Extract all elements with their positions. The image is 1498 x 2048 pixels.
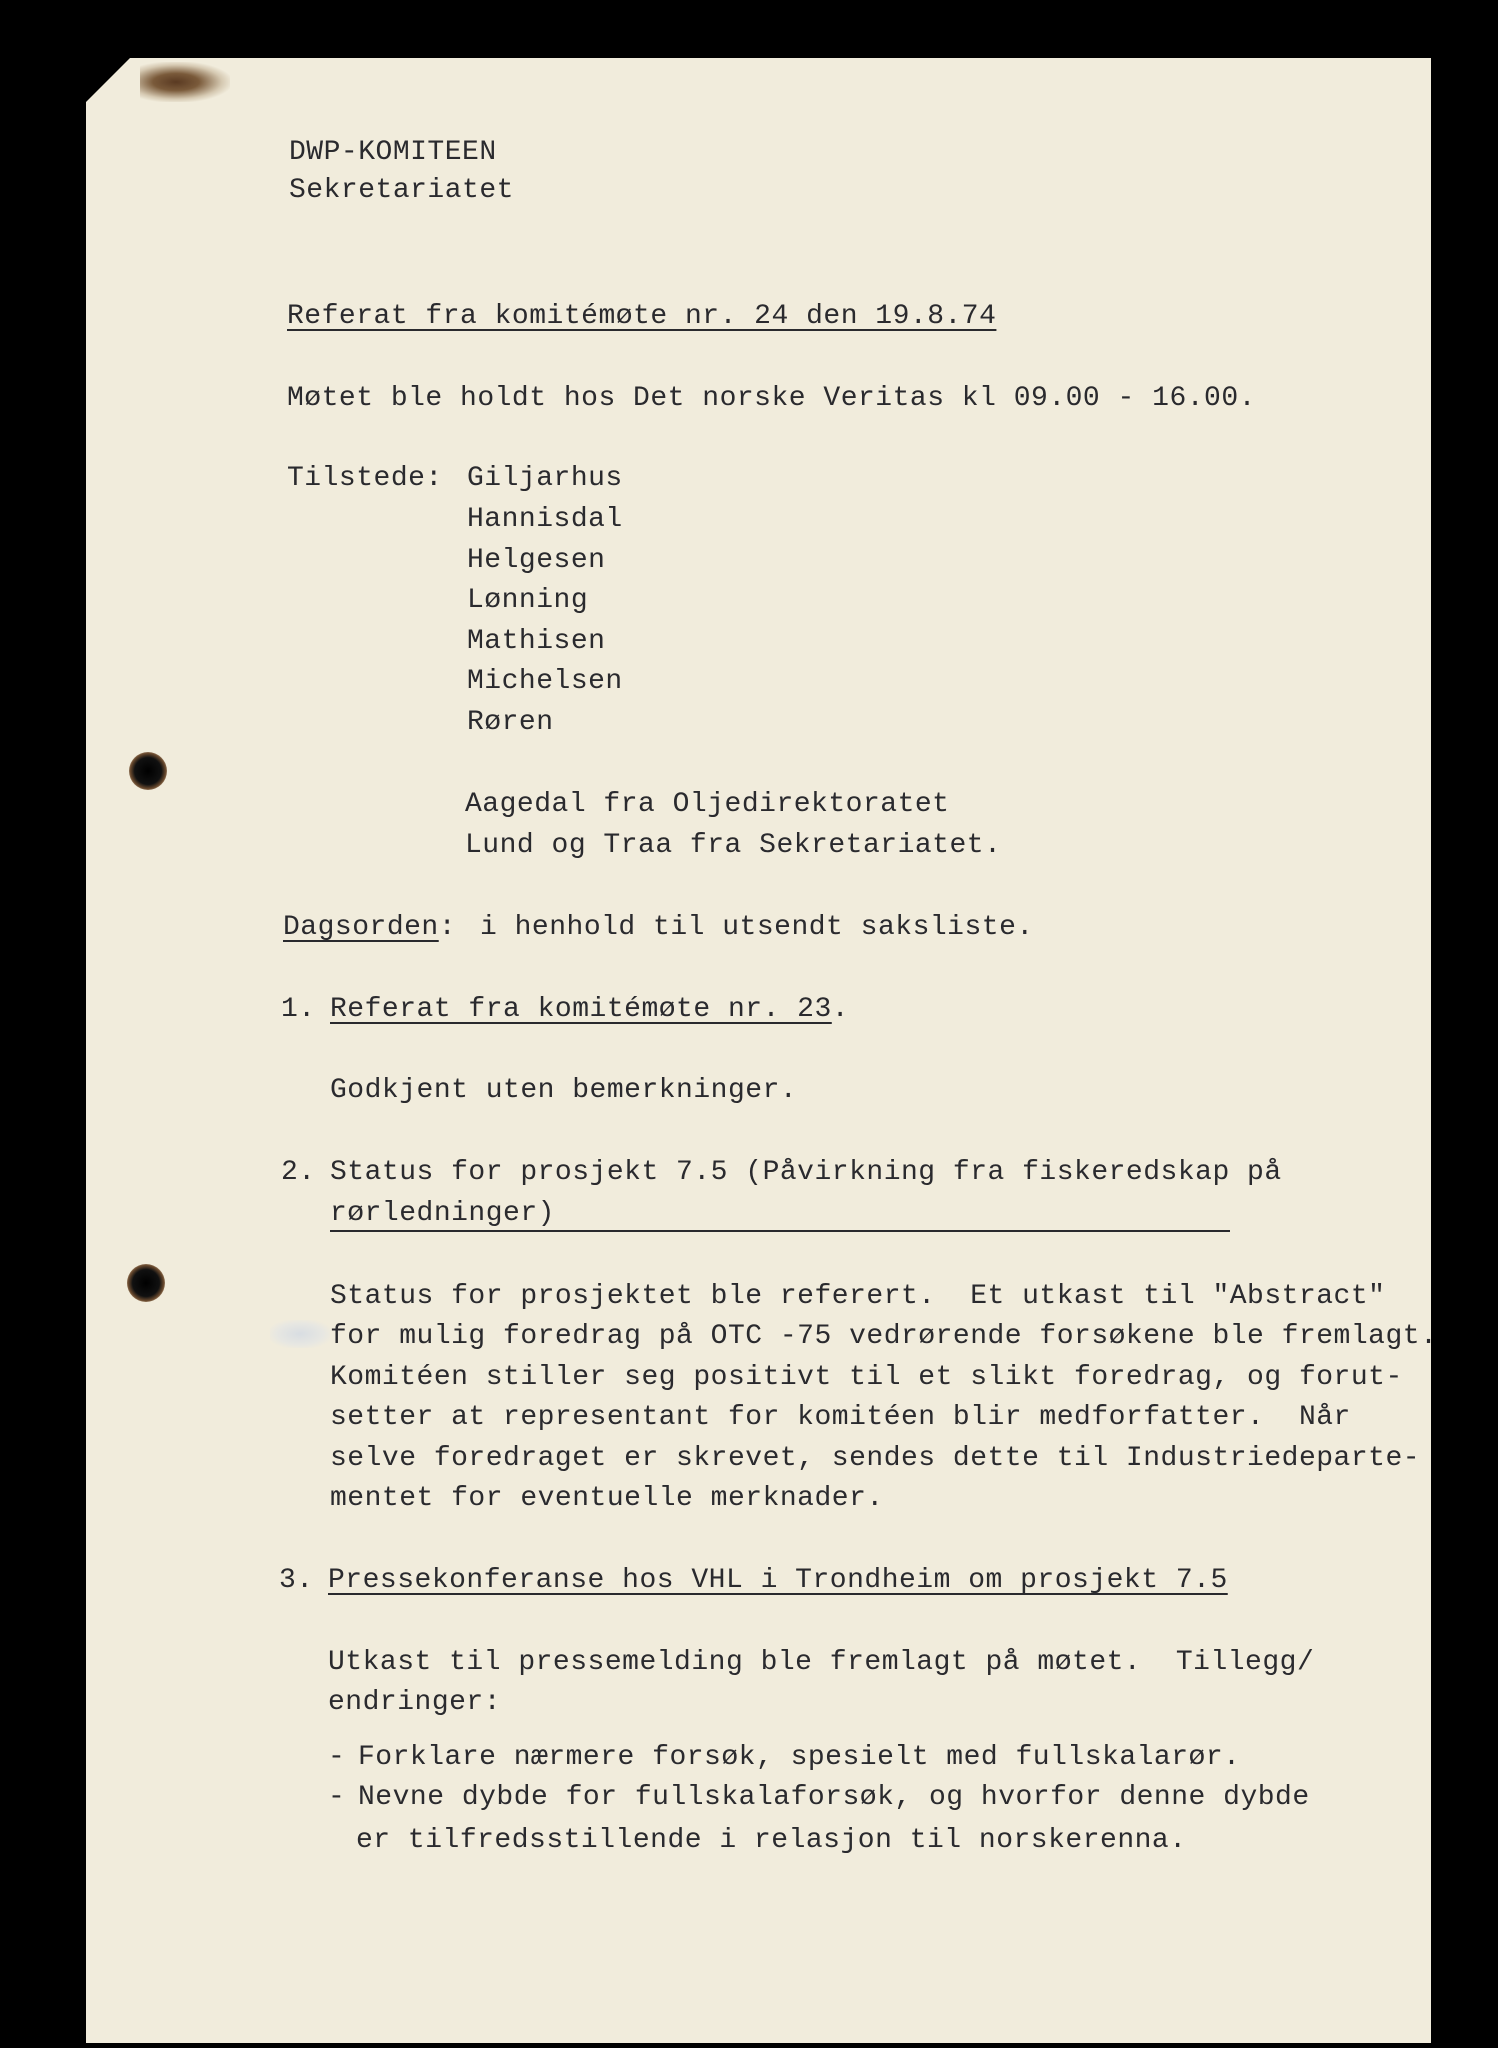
attendee: Michelsen <box>467 666 623 697</box>
attendee: Lønning <box>467 585 589 616</box>
item-heading-line: Status for prosjekt 7.5 (Påvirkning fra fiskeredskap på <box>330 1157 1282 1188</box>
dept-name: Sekretariatet <box>289 175 514 206</box>
document-title: Referat fra komitémøte nr. 24 den 19.8.74 <box>287 301 997 332</box>
correction-smudge <box>270 1320 330 1348</box>
item-number: 1. <box>281 994 316 1025</box>
rust-stain <box>140 62 230 102</box>
item-heading-line: rørledninger) <box>330 1198 555 1229</box>
bullet-marker: - <box>328 1742 346 1773</box>
agenda-line <box>283 911 456 945</box>
agenda-label: Dagsorden <box>283 912 439 943</box>
attendee: Hannisdal <box>467 504 623 535</box>
item-body-line: Status for prosjektet ble referert. Et utkast til "Abstract" <box>330 1281 1386 1312</box>
punch-hole-upper <box>129 752 167 790</box>
item-body-line: endringer: <box>328 1687 502 1718</box>
attendee: Røren <box>467 707 554 738</box>
item-body-line: mentet for eventuelle merknader. <box>330 1483 884 1514</box>
item-heading-text: Referat fra komitémøte nr. 23 <box>330 994 832 1025</box>
item-number: 2. <box>281 1157 316 1188</box>
item-heading <box>330 993 849 1027</box>
item-heading-tail: . <box>831 994 850 1025</box>
item-body-line: selve foredraget er skrevet, sendes dette til Industriedeparte- <box>330 1443 1421 1474</box>
bullet-line: er tilfredsstillende i relasjon til norskerenna. <box>356 1825 1187 1856</box>
item-body-line: Godkjent uten bemerkninger. <box>330 1075 798 1106</box>
item-body-line: for mulig foredrag på OTC -75 vedrørende forsøkene ble fremlagt. <box>330 1321 1438 1352</box>
item-heading: Pressekonferanse hos VHL i Trondheim om prosjekt 7.5 <box>328 1565 1228 1596</box>
agenda-colon: : <box>438 912 457 943</box>
bullet-line: Nevne dybde for fullskalaforsøk, og hvorfor denne dybde <box>358 1782 1310 1813</box>
item-number: 3. <box>279 1565 314 1596</box>
attendance-label: Tilstede: <box>287 463 443 494</box>
heading-underline <box>330 1230 1230 1232</box>
attendee: Giljarhus <box>467 463 623 494</box>
item-body-line: setter at representant for komitéen blir medforfatter. Når <box>330 1402 1351 1433</box>
item-body-line: Komitéen stiller seg positivt til et slikt foredrag, og forut- <box>330 1362 1403 1393</box>
org-name: DWP-KOMITEEN <box>289 137 497 168</box>
bullet-line: Forklare nærmere forsøk, spesielt med fullskalarør. <box>358 1742 1241 1773</box>
other-attendee: Lund og Traa fra Sekretariatet. <box>465 830 1002 861</box>
attendee: Mathisen <box>467 626 606 657</box>
meeting-line: Møtet ble holdt hos Det norske Veritas kl 09.00 - 16.00. <box>287 383 1256 414</box>
item-body-line: Utkast til pressemelding ble fremlagt på møtet. Tillegg/ <box>328 1647 1315 1678</box>
agenda-text: i henhold til utsendt saksliste. <box>480 912 1034 943</box>
other-attendee: Aagedal fra Oljedirektoratet <box>465 789 950 820</box>
punch-hole-lower <box>127 1264 165 1302</box>
attendee: Helgesen <box>467 545 606 576</box>
bullet-marker: - <box>328 1782 346 1813</box>
